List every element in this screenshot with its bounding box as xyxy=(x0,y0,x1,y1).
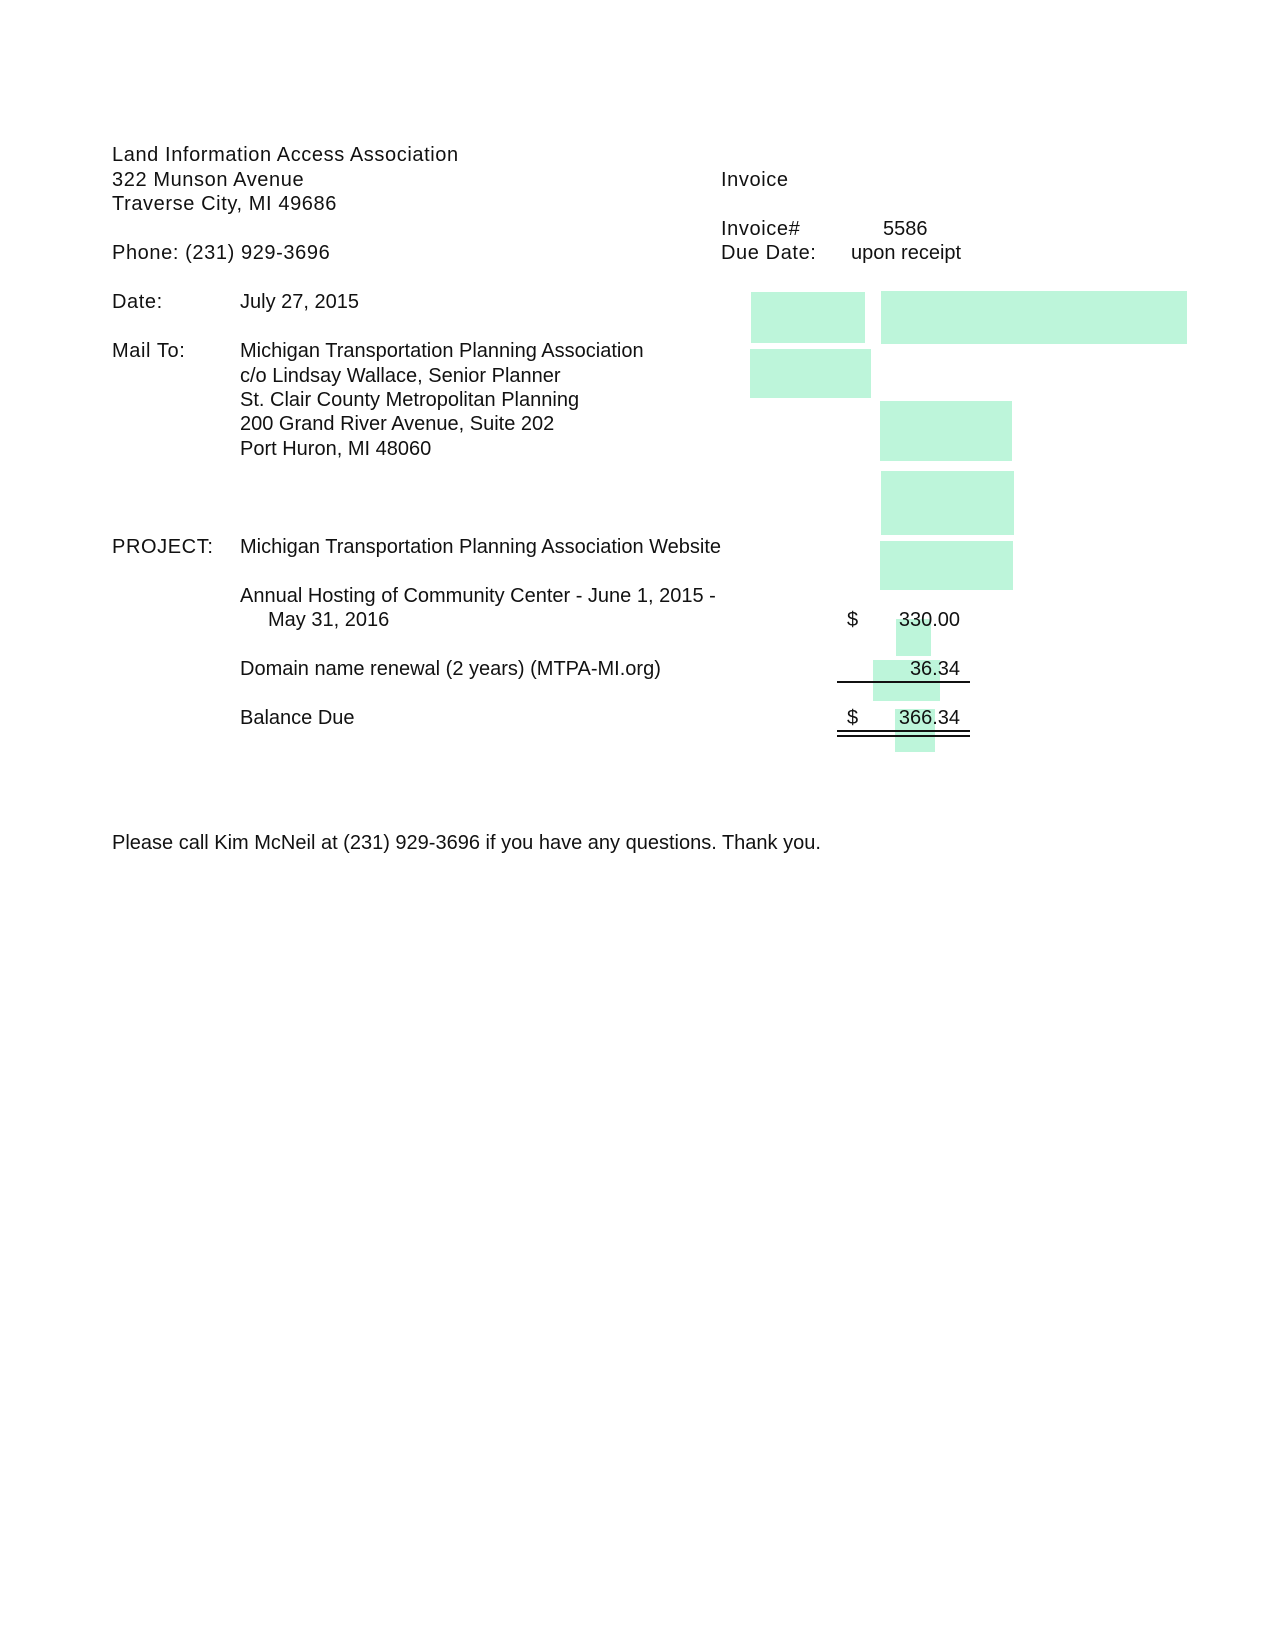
company-address-line1: 322 Munson Avenue xyxy=(112,169,305,191)
balance-due-currency: $ xyxy=(847,707,859,729)
subtotal-rule xyxy=(837,681,970,683)
highlight-box xyxy=(880,401,1012,461)
line-item-description: Domain name renewal (2 years) (MTPA-MI.org) xyxy=(240,658,661,680)
line-item-description-cont: May 31, 2016 xyxy=(268,609,390,631)
invoice-title: Invoice xyxy=(721,169,789,191)
highlight-box xyxy=(751,292,865,343)
highlight-box xyxy=(881,291,1187,344)
company-phone: Phone: (231) 929-3696 xyxy=(112,242,331,264)
highlight-box xyxy=(880,541,1013,590)
company-name: Land Information Access Association xyxy=(112,144,459,166)
mail-to-line: c/o Lindsay Wallace, Senior Planner xyxy=(240,365,561,387)
line-item-description: Annual Hosting of Community Center - June 1, 2015 - xyxy=(240,585,716,607)
company-address-line2: Traverse City, MI 49686 xyxy=(112,193,337,215)
invoice-number-label: Invoice# xyxy=(721,218,801,240)
line-item-amount: 36.34 xyxy=(909,658,960,680)
project-name: Michigan Transportation Planning Association Website xyxy=(240,536,722,558)
line-item-currency: $ xyxy=(847,609,859,631)
date-value: July 27, 2015 xyxy=(240,291,359,313)
balance-due-label: Balance Due xyxy=(240,707,355,729)
total-double-rule xyxy=(837,730,970,737)
balance-due-amount: 366.34 xyxy=(898,707,960,729)
mail-to-line: Michigan Transportation Planning Association xyxy=(240,340,644,362)
highlight-box xyxy=(881,471,1014,535)
project-label: PROJECT: xyxy=(112,536,214,558)
mail-to-line: 200 Grand River Avenue, Suite 202 xyxy=(240,413,555,435)
date-label: Date: xyxy=(112,291,163,313)
mail-to-label: Mail To: xyxy=(112,340,186,362)
mail-to-line: Port Huron, MI 48060 xyxy=(240,438,432,460)
highlight-box xyxy=(750,349,871,398)
invoice-number: 5586 xyxy=(883,218,928,240)
footer-note: Please call Kim McNeil at (231) 929-3696 if you have any questions. Thank you. xyxy=(112,832,821,854)
due-date-label: Due Date: xyxy=(721,242,817,264)
mail-to-line: St. Clair County Metropolitan Planning xyxy=(240,389,580,411)
due-date-value: upon receipt xyxy=(851,242,962,264)
line-item-amount: 330.00 xyxy=(898,609,960,631)
